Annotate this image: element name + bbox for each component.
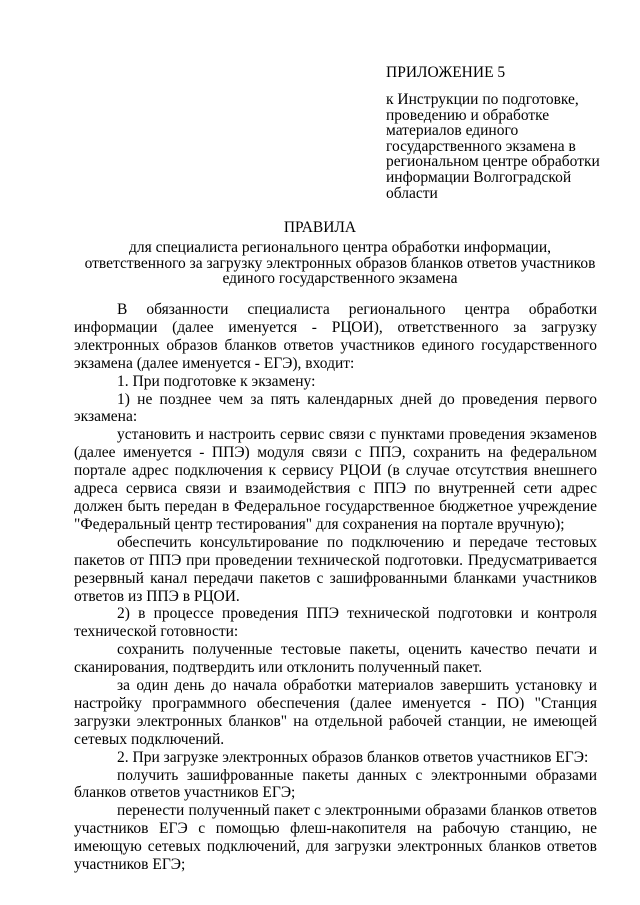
paragraph: установить и настроить сервис связи с пунктами проведения экзаменов (далее именуется - ППЭ) модуля связи с ППЭ, сохранить на федеральном портале адрес подключения к сервису РЦОИ (в случае отсутствия внешнего адреса сервиса связи и взаимодействия с ППЭ по внутренней сети адрес должен быть передан в Федеральное государственное бюджетное учреждение "Федеральный центр тестирования" для сохранения на портале вручную);: [74, 426, 597, 533]
appendix-title: ПРИЛОЖЕНИЕ 5: [386, 64, 506, 81]
paragraph: 1) не позднее чем за пять календарных дней до проведения первого экзамена:: [74, 390, 597, 426]
paragraph: перенести полученный пакет с электронными образами бланков ответов участников ЕГЭ с помощью флеш-накопителя на рабочую станцию, не имеющую сетевых подключений, для загрузки электронных бланков ответов участников ЕГЭ;: [74, 802, 597, 874]
document-subtitle: для специалиста регионального центра обработки информации, ответственного за загрузку электронных образов бланков ответов участников единого государственного экзамена: [84, 239, 596, 287]
document-body: [74, 301, 597, 874]
paragraph: сохранить полученные тестовые пакеты, оценить качество печати и сканирования, подтвердить или отклонить полученный пакет.: [74, 641, 597, 677]
paragraph: В обязанности специалиста регионального центра обработки информации (далее именуется - РЦОИ), ответственного за загрузку электронных образов бланков ответов участников единого государственного экзамена (далее именуется - ЕГЭ), входит:: [74, 301, 597, 372]
paragraph: за один день до начала обработки материалов завершить установку и настройку программного обеспечения (далее именуется - ПО) "Станция загрузки электронных бланков" на отдельной рабочей станции, не имеющей сетевых подключений.: [74, 677, 597, 748]
paragraph: 2) в процессе проведения ППЭ технической подготовки и контроля технической готовности:: [74, 605, 597, 641]
appendix-reference: к Инструкции по подготовке, проведению и обработке материалов единого государственного экзамена в региональном центре обработки информации Волгоградской области: [386, 91, 600, 202]
paragraph: обеспечить консультирование по подключению и передаче тестовых пакетов от ППЭ при проведении технической подготовки. Предусматривается резервный канал передачи пакетов с зашифрованными бланками участников ответов из ППЭ в РЦОИ.: [74, 533, 597, 605]
paragraph: 2. При загрузке электронных образов бланков ответов участников ЕГЭ:: [117, 748, 589, 766]
paragraph: получить зашифрованные пакеты данных с электронными образами бланков ответов участников ЕГЭ;: [74, 766, 597, 802]
document-title: ПРАВИЛА: [283, 219, 357, 236]
paragraph: 1. При подготовке к экзамену:: [117, 372, 316, 390]
